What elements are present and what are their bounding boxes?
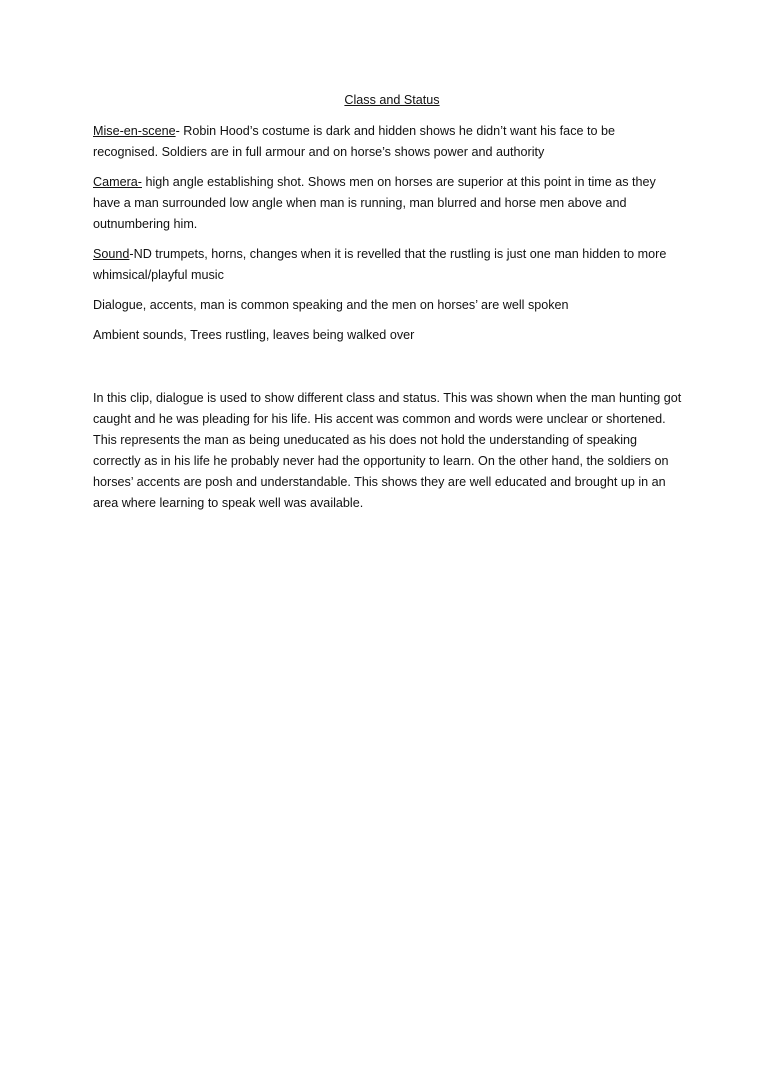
- camera-heading: Camera-: [93, 175, 142, 189]
- sound-text: -ND trumpets, horns, changes when it is revelled that the rustling is just one man hidden to more whimsical/playful music: [93, 247, 667, 282]
- sound-note: [93, 244, 683, 286]
- dialogue-note: Dialogue, accents, man is common speaking and the men on horses’ are well spoken: [93, 298, 569, 312]
- document-body: [93, 90, 683, 523]
- ambient-note: Ambient sounds, Trees rustling, leaves being walked over: [93, 328, 415, 342]
- sound-heading: Sound: [93, 247, 130, 261]
- analysis-paragraph: In this clip, dialogue is used to show different class and status. This was shown when the man hunting got caught and he was pleading for his life. His accent was common and words were unclear or shortened. This represents the man as being uneducated as his does not hold the understanding of speaking correctly as in his life he probably never had the opportunity to learn. On the other hand, the soldiers on horses’ accents are posh and understandable. This shows they are well educated and brought up in an area where learning to speak well was available.: [93, 391, 682, 510]
- mise-en-scene-text: - Robin Hood’s costume is dark and hidden shows he didn’t want his face to be recognised. Soldiers are in full armour and on horse’s shows power and authority: [93, 124, 615, 159]
- mise-en-scene-heading: Mise-en-scene: [93, 124, 176, 138]
- document-title: Class and Status: [344, 93, 440, 107]
- paragraph-spacer: [93, 355, 683, 388]
- mise-en-scene-note: [93, 121, 683, 163]
- camera-text: high angle establishing shot. Shows men on horses are superior at this point in time as they have a man surrounded low angle when man is running, man blurred and horse men above and outnumbering him.: [93, 175, 656, 231]
- camera-note: [93, 172, 683, 235]
